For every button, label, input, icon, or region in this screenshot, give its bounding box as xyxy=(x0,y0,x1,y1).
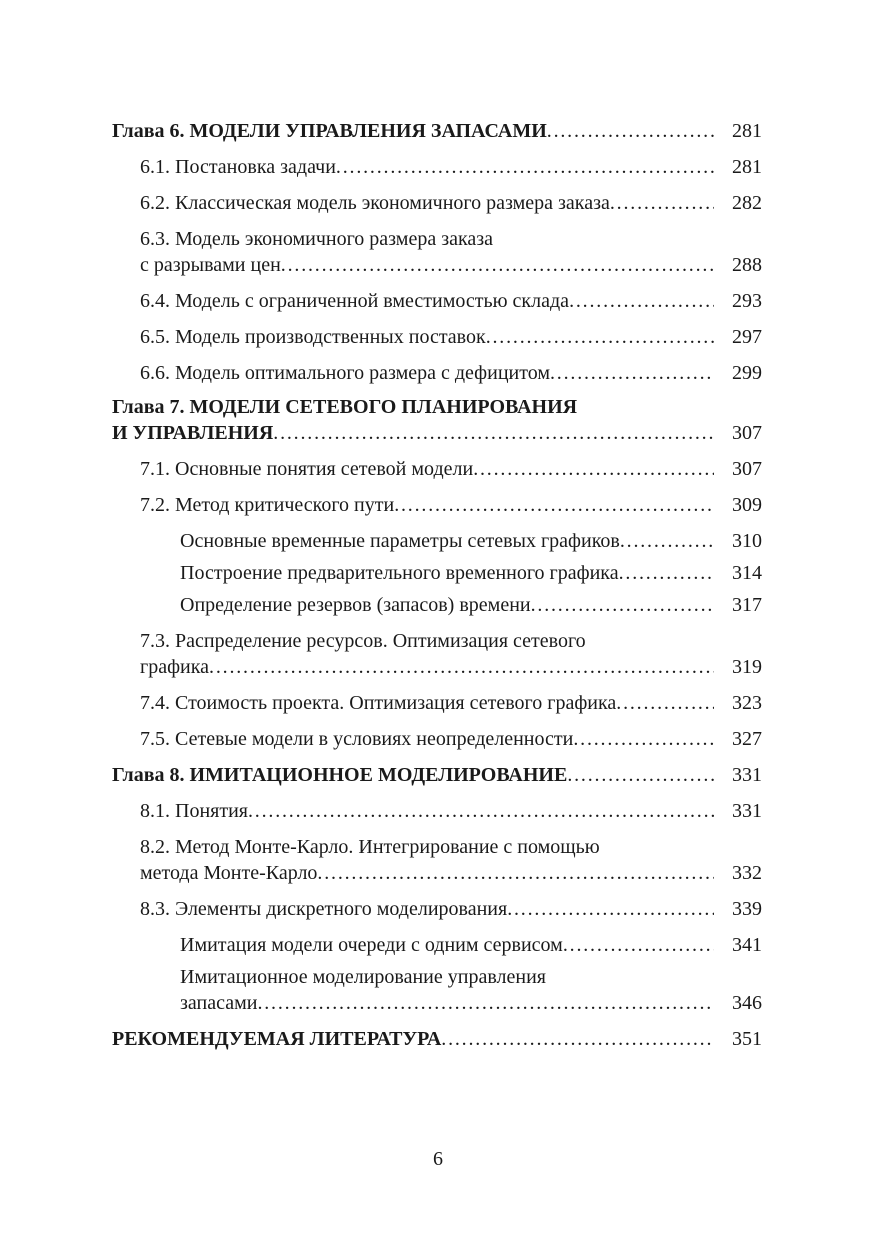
toc-section-8-3 xyxy=(112,896,762,922)
toc-section-7-4 xyxy=(112,690,762,716)
toc-page: 332 xyxy=(732,862,762,884)
toc-page: 331 xyxy=(732,800,762,822)
toc-page: 288 xyxy=(732,254,762,276)
leader-dots xyxy=(573,726,714,752)
toc-section-6-4 xyxy=(112,288,762,314)
toc-title: 6.1. Постановка задачи xyxy=(140,156,336,178)
toc-title: 7.4. Стоимость проекта. Оптимизация сетевого графика xyxy=(140,692,617,714)
toc-subsection-8-3-b xyxy=(112,964,762,1016)
leader-dots xyxy=(567,762,714,788)
leader-dots xyxy=(273,420,714,446)
toc-page: 341 xyxy=(732,934,762,956)
leader-dots xyxy=(317,860,714,886)
leader-dots xyxy=(486,324,714,350)
toc-subsection-7-2-a xyxy=(112,528,762,554)
toc-page: 323 xyxy=(732,692,762,714)
toc-page: 281 xyxy=(732,120,762,142)
toc-subsection-8-3-a xyxy=(112,932,762,958)
toc-page: 319 xyxy=(732,656,762,678)
toc-title: Имитация модели очереди с одним сервисом xyxy=(180,934,563,956)
table-of-contents xyxy=(112,118,762,1052)
leader-dots xyxy=(441,1026,714,1052)
toc-page: 307 xyxy=(732,458,762,480)
toc-title: РЕКОМЕНДУЕМАЯ ЛИТЕРАТУРА xyxy=(112,1028,442,1050)
toc-literature xyxy=(112,1026,762,1052)
toc-title: графика xyxy=(140,656,210,678)
toc-section-7-2 xyxy=(112,492,762,518)
leader-dots xyxy=(547,118,714,144)
leader-dots xyxy=(550,360,714,386)
toc-title-line: 8.2. Метод Монте-Карло. Интегрирование с помощью xyxy=(140,836,600,858)
toc-title: запасами xyxy=(180,992,258,1014)
toc-title-line: 6.3. Модель экономичного размера заказа xyxy=(140,228,494,250)
toc-title: 7.1. Основные понятия сетевой модели xyxy=(140,458,474,480)
toc-section-6-5 xyxy=(112,324,762,350)
toc-section-6-2 xyxy=(112,190,762,216)
toc-title: Определение резервов (запасов) времени xyxy=(180,594,531,616)
toc-page: 307 xyxy=(732,422,762,444)
toc-title: Построение предварительного временного графика xyxy=(180,562,619,584)
toc-section-7-3 xyxy=(112,628,762,680)
leader-dots xyxy=(619,560,714,586)
toc-page: 339 xyxy=(732,898,762,920)
toc-section-8-2 xyxy=(112,834,762,886)
toc-chapter-6 xyxy=(112,118,762,144)
toc-page: 346 xyxy=(732,992,762,1014)
toc-page: 293 xyxy=(732,290,762,312)
toc-page: 317 xyxy=(732,594,762,616)
page-number: 6 xyxy=(433,1148,443,1170)
toc-title: с разрывами цен xyxy=(140,254,281,276)
leader-dots xyxy=(531,592,714,618)
toc-page: 314 xyxy=(732,562,762,584)
leader-dots xyxy=(563,932,714,958)
leader-dots xyxy=(336,154,714,180)
leader-dots xyxy=(281,252,714,278)
leader-dots xyxy=(569,288,714,314)
toc-chapter-7 xyxy=(112,394,762,446)
toc-section-6-3 xyxy=(112,226,762,278)
toc-page: 309 xyxy=(732,494,762,516)
leader-dots xyxy=(209,654,714,680)
toc-title-line: Глава 7. МОДЕЛИ СЕТЕВОГО ПЛАНИРОВАНИЯ xyxy=(112,396,578,418)
toc-title: 8.1. Понятия xyxy=(140,800,248,822)
toc-title: И УПРАВЛЕНИЯ xyxy=(112,422,274,444)
toc-page: 310 xyxy=(732,530,762,552)
toc-title-line: 7.3. Распределение ресурсов. Оптимизация сетевого xyxy=(140,630,586,652)
toc-section-6-1 xyxy=(112,154,762,180)
leader-dots xyxy=(248,798,714,824)
toc-section-7-1 xyxy=(112,456,762,482)
toc-title: Глава 8. ИМИТАЦИОННОЕ МОДЕЛИРОВАНИЕ xyxy=(112,764,568,786)
toc-page: 297 xyxy=(732,326,762,348)
toc-subsection-7-2-c xyxy=(112,592,762,618)
leader-dots xyxy=(473,456,714,482)
toc-section-7-5 xyxy=(112,726,762,752)
toc-title: Глава 6. МОДЕЛИ УПРАВЛЕНИЯ ЗАПАСАМИ xyxy=(112,120,547,142)
toc-title: Основные временные параметры сетевых графиков xyxy=(180,530,620,552)
leader-dots xyxy=(257,990,714,1016)
leader-dots xyxy=(394,492,714,518)
toc-page: 327 xyxy=(732,728,762,750)
leader-dots xyxy=(620,528,714,554)
toc-page: 331 xyxy=(732,764,762,786)
toc-page: 281 xyxy=(732,156,762,178)
toc-section-8-1 xyxy=(112,798,762,824)
toc-section-6-6 xyxy=(112,360,762,386)
toc-title: 6.5. Модель производственных поставок xyxy=(140,326,486,348)
toc-title: 6.2. Классическая модель экономичного размера заказа xyxy=(140,192,610,214)
toc-title: 7.2. Метод критического пути xyxy=(140,494,395,516)
leader-dots xyxy=(616,690,714,716)
leader-dots xyxy=(507,896,714,922)
toc-page: 299 xyxy=(732,362,762,384)
leader-dots xyxy=(610,190,714,216)
toc-subsection-7-2-b xyxy=(112,560,762,586)
toc-title: метода Монте-Карло xyxy=(140,862,318,884)
toc-title: 6.4. Модель с ограниченной вместимостью склада xyxy=(140,290,570,312)
toc-page: 351 xyxy=(732,1028,762,1050)
toc-title: 7.5. Сетевые модели в условиях неопределенности xyxy=(140,728,574,750)
toc-page: 282 xyxy=(732,192,762,214)
toc-title: 6.6. Модель оптимального размера с дефицитом xyxy=(140,362,550,384)
toc-title: 8.3. Элементы дискретного моделирования xyxy=(140,898,508,920)
toc-chapter-8 xyxy=(112,762,762,788)
toc-title-line: Имитационное моделирование управления xyxy=(180,966,546,988)
